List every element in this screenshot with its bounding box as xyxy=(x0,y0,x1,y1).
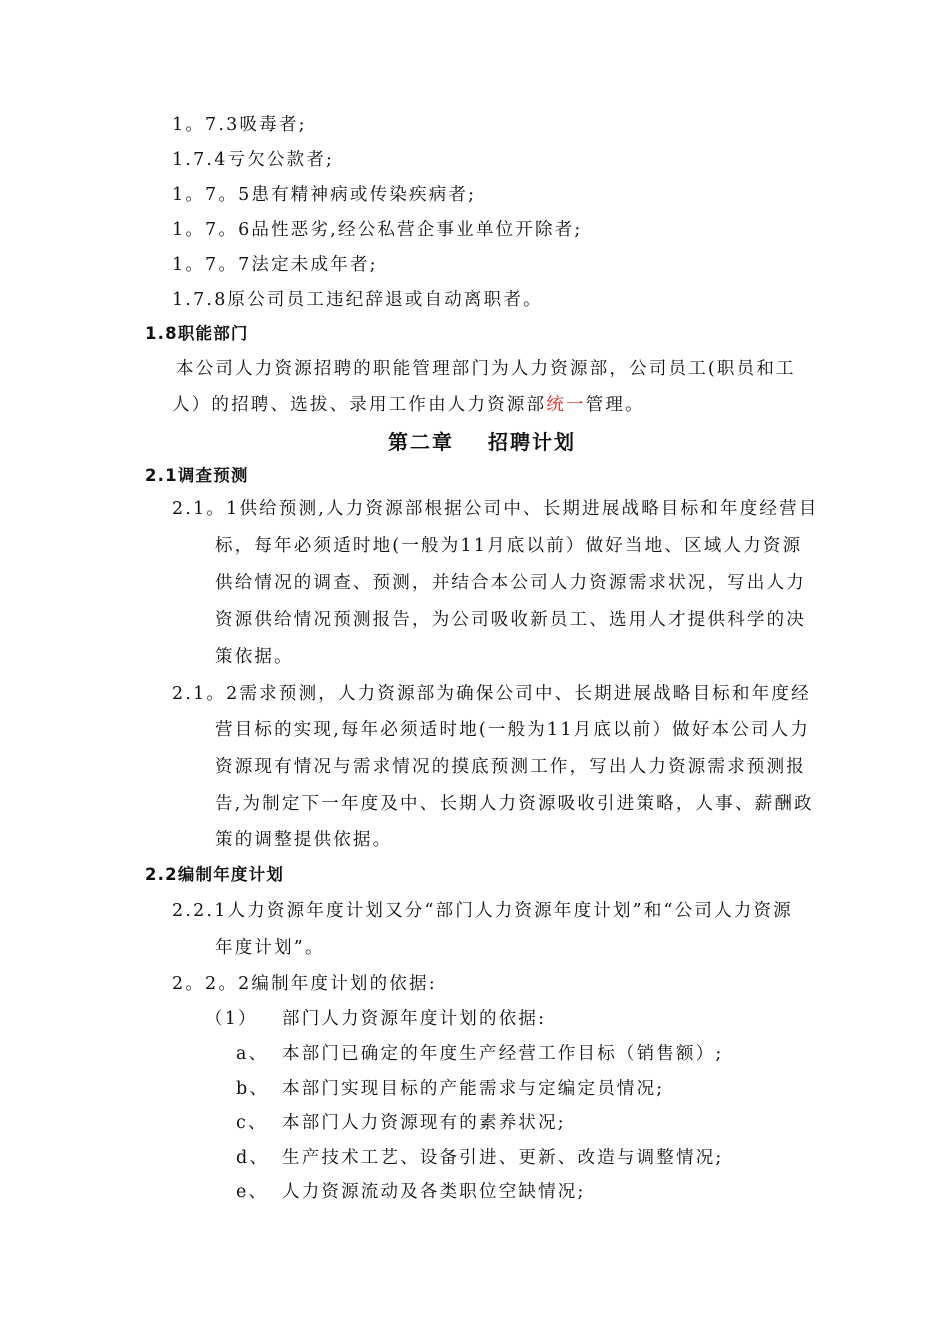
chapter-subtitle: 招聘计划 xyxy=(488,430,576,454)
paragraph-line: 告,为制定下一年度及中、长期人力资源吸收引进策略，人事、薪酬政 xyxy=(215,794,814,814)
list-marker: a、 xyxy=(236,1044,269,1064)
paragraph-line: 2.2.1人力资源年度计划又分“部门人力资源年度计划”和“公司人力资源 xyxy=(172,901,793,921)
list-item: 1。7.3吸毒者; xyxy=(172,115,307,135)
list-item: 1。7。6品性恶劣,经公私营企事业单位开除者; xyxy=(172,220,583,240)
section-heading-1-8: 1.8职能部门 xyxy=(145,324,249,343)
list-item: 1。7。5患有精神病或传染疾病者; xyxy=(172,185,477,205)
list-marker: d、 xyxy=(236,1148,270,1168)
section-heading-2-2: 2.2编制年度计划 xyxy=(145,865,285,884)
list-item: 1.7.8原公司员工违纪辞退或自动离职者。 xyxy=(172,290,543,310)
paragraph-line: 本公司人力资源招聘的职能管理部门为人力资源部，公司员工(职员和工 xyxy=(176,359,796,379)
paragraph-line: 资源现有情况与需求情况的摸底预测工作，写出人力资源需求预测报 xyxy=(215,757,806,777)
list-item: 本部门人力资源现有的素养状况; xyxy=(282,1113,566,1133)
chapter-number: 第二章 xyxy=(388,430,454,454)
paragraph-line: 2.1。2需求预测，人力资源部为确保公司中、长期进展战略目标和年度经 xyxy=(172,684,811,704)
paragraph-line: 资源供给情况预测报告，为公司吸收新员工、选用人才提供科学的决 xyxy=(215,610,806,630)
list-marker: b、 xyxy=(236,1079,270,1099)
list-item: 1。7。7法定未成年者; xyxy=(172,255,378,275)
list-marker: c、 xyxy=(236,1113,268,1133)
paragraph-line: 年度计划”。 xyxy=(215,938,325,958)
paragraph-line: 2.1。1供给预测,人力资源部根据公司中、长期进展战略目标和年度经营目 xyxy=(172,499,819,519)
text-run: 管理。 xyxy=(585,395,645,415)
text-run: 人）的招聘、选拔、录用工作由人力资源部 xyxy=(172,395,547,415)
chapter-title xyxy=(388,426,576,455)
list-item: 本部门已确定的年度生产经营工作目标（销售额）; xyxy=(282,1044,724,1064)
sub-item-number: （1） xyxy=(205,1009,258,1029)
paragraph-line xyxy=(172,393,645,417)
sub-item-text: 部门人力资源年度计划的依据: xyxy=(282,1009,547,1029)
section-heading-2-1: 2.1调查预测 xyxy=(145,466,249,485)
list-item: 人力资源流动及各类职位空缺情况; xyxy=(282,1182,586,1202)
list-marker: e、 xyxy=(236,1182,269,1202)
paragraph-line: 策的调整提供依据。 xyxy=(215,830,393,850)
list-item: 1.7.4亏欠公款者; xyxy=(172,150,335,170)
paragraph-line: 标，每年必须适时地(一般为11月底以前）做好当地、区域人力资源 xyxy=(215,536,803,556)
list-item: 本部门实现目标的产能需求与定编定员情况; xyxy=(282,1079,665,1099)
paragraph-line: 策依据。 xyxy=(215,647,294,667)
paragraph-line: 营目标的实现,每年必须适时地(一般为11月底以前）做好本公司人力 xyxy=(215,720,811,740)
paragraph-line: 供给情况的调查、预测，并结合本公司人力资源需求状况，写出人力 xyxy=(215,573,806,593)
list-item: 生产技术工艺、设备引进、更新、改造与调整情况; xyxy=(282,1148,724,1168)
paragraph-line: 2。2。2编制年度计划的依据: xyxy=(172,974,437,994)
highlighted-text: 统一 xyxy=(546,395,586,415)
